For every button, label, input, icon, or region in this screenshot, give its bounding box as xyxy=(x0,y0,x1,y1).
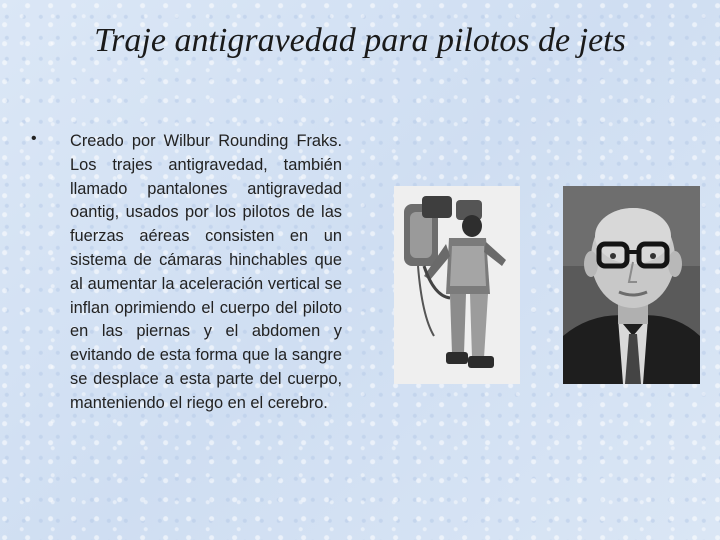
bullet-marker: • xyxy=(31,130,37,147)
anti-g-suit-photo xyxy=(394,186,520,384)
wilbur-franks-portrait xyxy=(563,186,700,384)
bullet-text: Creado por Wilbur Rounding Fraks. Los trajes antigravedad, también llamado pantalones antigravedad oantig, usados por los pilotos de las fuerzas aéreas consisten en un sistema de cámaras hinchables que al aumentar la aceleración vertical se inflan oprimiendo el cuerpo del piloto en las piernas y el abdomen y evitando de esta forma que la sangre se desplace a esta parte del cuerpo, manteniendo el riego en el cerebro. xyxy=(70,132,342,412)
slide-title: Traje antigravedad para pilotos de jets xyxy=(94,22,626,59)
